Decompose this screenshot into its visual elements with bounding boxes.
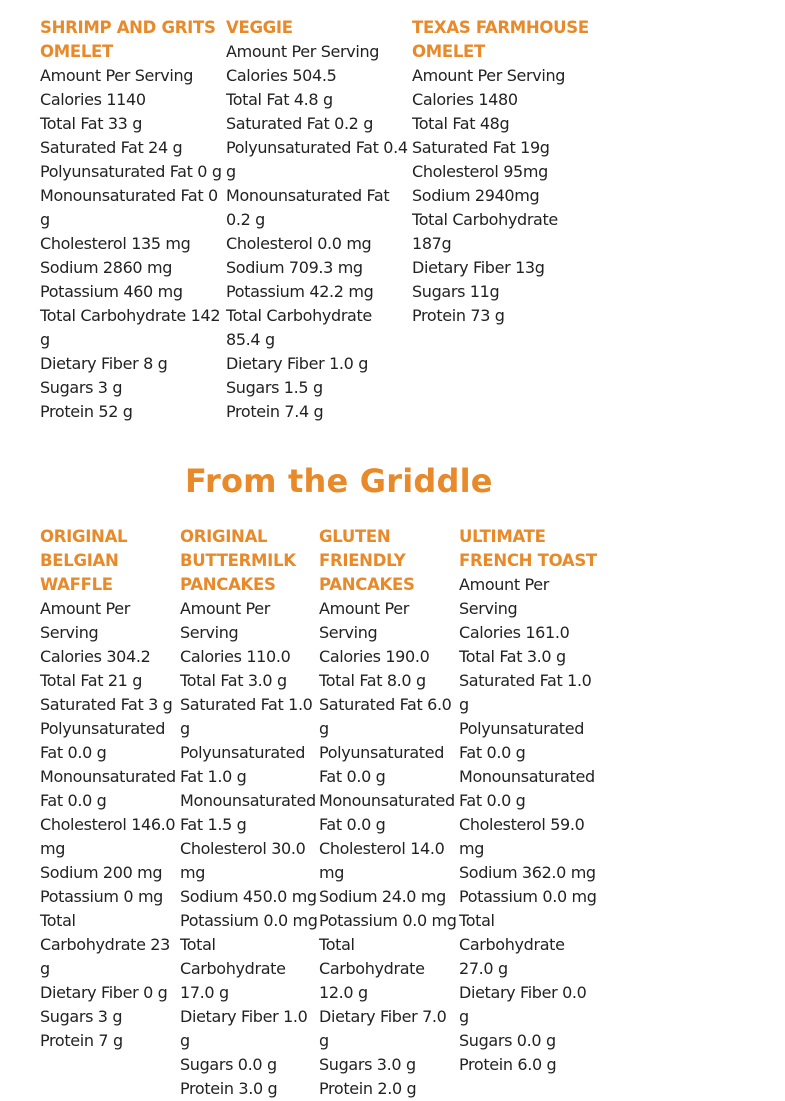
nutrition-line: Saturated Fat 6.0 g <box>319 695 452 738</box>
nutrition-line: Calories 504.5 <box>226 66 337 85</box>
nutrition-line: Calories 304.2 <box>40 647 151 666</box>
nutrition-line: Total Fat 4.8 g <box>226 90 333 109</box>
nutrition-line: Monounsaturated Fat 0.0 g <box>40 767 176 810</box>
nutrition-column-ultimate-french-toast <box>459 525 599 1077</box>
nutrition-line: Calories 161.0 <box>459 623 570 642</box>
nutrition-line: Polyunsaturated Fat 0.0 g <box>459 719 585 762</box>
nutrition-line: Potassium 0 mg <box>40 887 163 906</box>
nutrition-line: Total Fat 21 g <box>40 671 143 690</box>
nutrition-column-texas-farmhouse-omelet <box>412 16 596 328</box>
nutrition-line: Cholesterol 30.0 mg <box>180 839 306 882</box>
nutrition-line: Cholesterol 146.0 mg <box>40 815 176 858</box>
nutrition-line: Amount Per Serving <box>180 599 270 642</box>
nutrition-line: Cholesterol 0.0 mg <box>226 234 372 253</box>
nutrition-line: Sodium 2860 mg <box>40 258 173 277</box>
nutrition-column-shrimp-and-grits-omelet <box>40 16 224 424</box>
item-title: SHRIMP AND GRITS OMELET <box>40 18 216 61</box>
nutrition-line: Saturated Fat 19g <box>412 138 550 157</box>
nutrition-line: Sugars 0.0 g <box>180 1055 277 1074</box>
nutrition-line: Total Fat 3.0 g <box>459 647 566 666</box>
nutrition-line: Monounsaturated Fat 0.0 g <box>319 791 455 834</box>
nutrition-line: Protein 7 g <box>40 1031 123 1050</box>
nutrition-line: Monounsaturated Fat 1.5 g <box>180 791 316 834</box>
item-title: VEGGIE <box>226 18 293 37</box>
nutrition-line: Protein 73 g <box>412 306 505 325</box>
nutrition-line: Monounsaturated Fat 0.2 g <box>226 186 390 229</box>
nutrition-line: Dietary Fiber 1.0 g <box>226 354 369 373</box>
nutrition-line: Cholesterol 95mg <box>412 162 548 181</box>
nutrition-line: Amount Per Serving <box>226 42 380 61</box>
nutrition-line: Calories 1140 <box>40 90 146 109</box>
nutrition-line: Protein 6.0 g <box>459 1055 557 1074</box>
item-title: ORIGINAL BELGIAN WAFFLE <box>40 527 128 594</box>
nutrition-line: Saturated Fat 1.0 g <box>180 695 313 738</box>
nutrition-column-gluten-friendly-pancakes <box>319 525 457 1101</box>
nutrition-line: Sodium 709.3 mg <box>226 258 363 277</box>
nutrition-line: Total Carbohydrate 17.0 g <box>180 935 286 1002</box>
nutrition-line: Sodium 200 mg <box>40 863 163 882</box>
nutrition-line: Potassium 42.2 mg <box>226 282 374 301</box>
nutrition-line: Sodium 362.0 mg <box>459 863 596 882</box>
nutrition-column-veggie <box>226 16 410 424</box>
nutrition-line: Sugars 0.0 g <box>459 1031 556 1050</box>
nutrition-column-original-belgian-waffle <box>40 525 180 1053</box>
nutrition-line: Cholesterol 135 mg <box>40 234 191 253</box>
nutrition-line: Potassium 460 mg <box>40 282 183 301</box>
nutrition-line: Potassium 0.0 mg <box>459 887 597 906</box>
nutrition-line: Sugars 1.5 g <box>226 378 323 397</box>
nutrition-line: Total Carbohydrate 187g <box>412 210 558 253</box>
section-heading-griddle: From the Griddle <box>185 462 493 500</box>
nutrition-line: Amount Per Serving <box>40 599 130 642</box>
nutrition-line: Protein 3.0 g <box>180 1079 278 1098</box>
nutrition-line: Total Carbohydrate 85.4 g <box>226 306 372 349</box>
nutrition-line: Saturated Fat 3 g <box>40 695 173 714</box>
nutrition-line: Saturated Fat 24 g <box>40 138 183 157</box>
nutrition-line: Total Fat 48g <box>412 114 510 133</box>
nutrition-line: Sodium 24.0 mg <box>319 887 446 906</box>
nutrition-line: Total Carbohydrate 142 g <box>40 306 221 349</box>
nutrition-line: Amount Per Serving <box>459 575 549 618</box>
nutrition-line: Potassium 0.0 mg <box>180 911 318 930</box>
nutrition-line: Polyunsaturated Fat 0.0 g <box>40 719 166 762</box>
nutrition-line: Calories 1480 <box>412 90 518 109</box>
nutrition-line: Amount Per Serving <box>40 66 194 85</box>
nutrition-line: Dietary Fiber 13g <box>412 258 545 277</box>
nutrition-line: Dietary Fiber 0.0 g <box>459 983 587 1026</box>
nutrition-line: Polyunsaturated Fat 0.0 g <box>319 743 445 786</box>
nutrition-line: Sugars 3 g <box>40 378 123 397</box>
nutrition-line: Sugars 3 g <box>40 1007 123 1026</box>
nutrition-line: Saturated Fat 0.2 g <box>226 114 374 133</box>
nutrition-line: Sodium 2940mg <box>412 186 540 205</box>
nutrition-line: Polyunsaturated Fat 0.4 g <box>226 138 408 181</box>
nutrition-line: Dietary Fiber 7.0 g <box>319 1007 447 1050</box>
nutrition-line: Protein 7.4 g <box>226 402 324 421</box>
nutrition-line: Sugars 3.0 g <box>319 1055 416 1074</box>
nutrition-line: Monounsaturated Fat 0.0 g <box>459 767 595 810</box>
nutrition-line: Dietary Fiber 1.0 g <box>180 1007 308 1050</box>
nutrition-line: Amount Per Serving <box>412 66 566 85</box>
cutoff-heading-fragment <box>319 1093 439 1100</box>
nutrition-line: Cholesterol 59.0 mg <box>459 815 585 858</box>
nutrition-line: Monounsaturated Fat 0 g <box>40 186 218 229</box>
nutrition-line: Polyunsaturated Fat 1.0 g <box>180 743 306 786</box>
nutrition-line: Protein 52 g <box>40 402 133 421</box>
nutrition-line: Sodium 450.0 mg <box>180 887 317 906</box>
item-title: GLUTEN FRIENDLY PANCAKES <box>319 527 415 594</box>
nutrition-line: Total Carbohydrate 27.0 g <box>459 911 565 978</box>
nutrition-line: Protein 2.0 g <box>319 1079 417 1098</box>
item-title: ULTIMATE FRENCH TOAST <box>459 527 597 570</box>
nutrition-line: Saturated Fat 1.0 g <box>459 671 592 714</box>
nutrition-line: Total Fat 3.0 g <box>180 671 287 690</box>
nutrition-line: Total Fat 33 g <box>40 114 143 133</box>
item-title: TEXAS FARMHOUSE OMELET <box>412 18 589 61</box>
nutrition-line: Total Carbohydrate 12.0 g <box>319 935 425 1002</box>
nutrition-line: Cholesterol 14.0 mg <box>319 839 445 882</box>
nutrition-line: Total Carbohydrate 23 g <box>40 911 170 978</box>
cutoff-heading-fragment <box>40 1093 260 1100</box>
nutrition-column-original-buttermilk-pancakes <box>180 525 318 1101</box>
nutrition-line: Total Fat 8.0 g <box>319 671 426 690</box>
nutrition-line: Dietary Fiber 8 g <box>40 354 168 373</box>
nutrition-line: Potassium 0.0 mg <box>319 911 457 930</box>
item-title: ORIGINAL BUTTERMILK PANCAKES <box>180 527 296 594</box>
nutrition-line: Polyunsaturated Fat 0 g <box>40 162 222 181</box>
nutrition-line: Amount Per Serving <box>319 599 409 642</box>
nutrition-line: Sugars 11g <box>412 282 500 301</box>
nutrition-line: Calories 190.0 <box>319 647 430 666</box>
nutrition-line: Dietary Fiber 0 g <box>40 983 168 1002</box>
nutrition-line: Calories 110.0 <box>180 647 291 666</box>
